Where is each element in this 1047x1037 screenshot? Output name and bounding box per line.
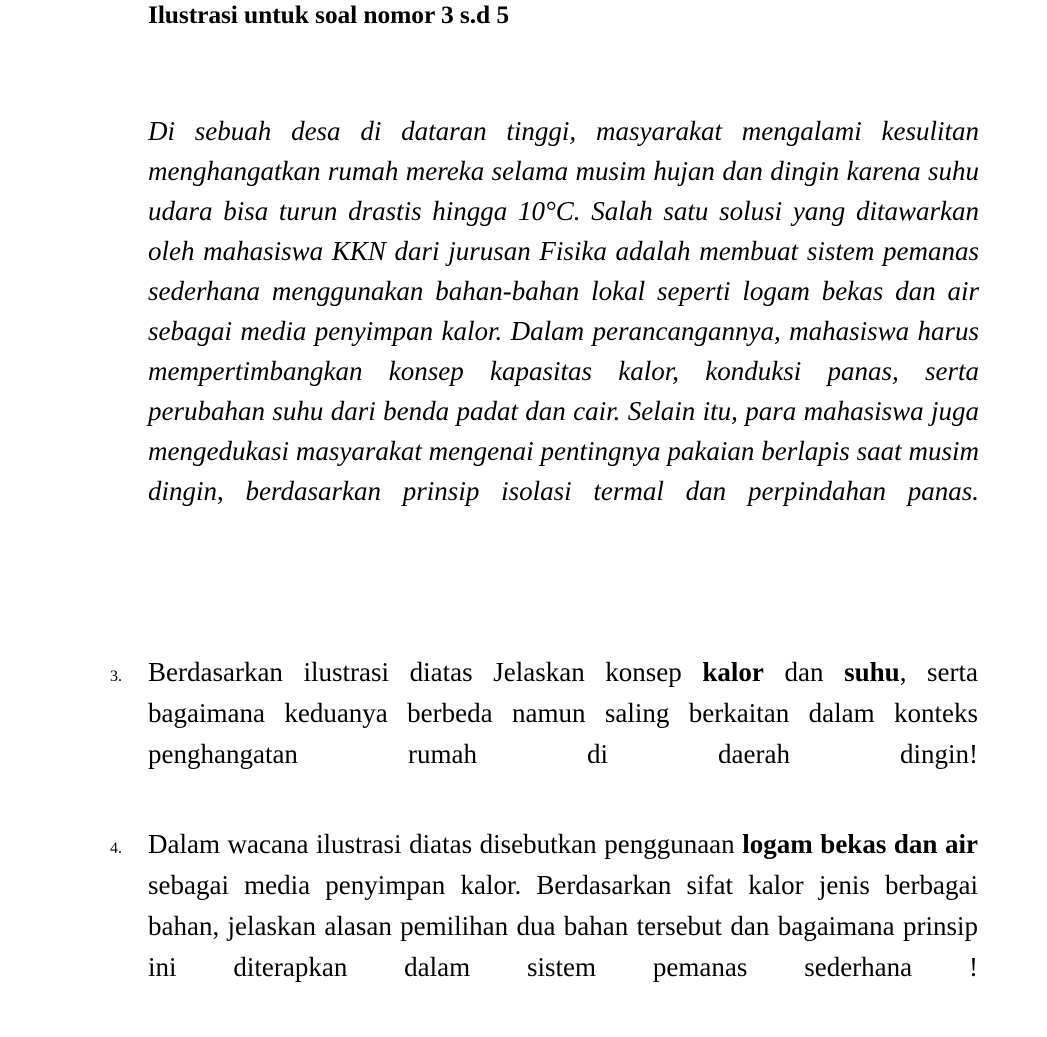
- illustration-paragraph: [148, 111, 979, 551]
- list-item-text: [148, 829, 978, 982]
- list-marker: 3.: [110, 668, 122, 685]
- body-text: Dalam wacana ilustrasi diatas disebutkan penggunaan: [148, 829, 743, 859]
- body-text: Di sebuah desa di dataran tinggi, masyarakat mengalami kesulitan menghangatkan rumah mereka selama musim hujan dan dingin karena suhu udara bisa turun drastis hingga 10°C. Salah satu solusi yang ditawarkan oleh mahasiswa KKN dari jurusan Fisika adalah membuat sistem pemanas sederhana menggunakan bahan-bahan lokal seperti logam bekas dan air sebagai media penyimpan kalor. Dalam perancangannya, mahasiswa harus mempertimbangkan konsep kapasitas kalor, konduksi panas, serta perubahan suhu dari benda padat dan cair. Selain itu, para mahasiswa juga mengedukasi masyarakat mengenai pentingnya pakaian berlapis saat musim dingin, berdasarkan prinsip isolasi termal dan perpindahan panas.: [148, 116, 979, 506]
- list-item: [0, 824, 1047, 1029]
- emphasis-text: logam bekas dan air: [742, 829, 978, 859]
- body-text: sebagai media penyimpan kalor. Berdasarkan sifat kalor jenis berbagai bahan, jelaskan alasan pemilihan dua bahan tersebut dan bagaimana prinsip ini diterapkan dalam sistem pemanas sederhana !: [148, 870, 978, 982]
- list-marker: 4.: [110, 840, 122, 857]
- list-item: [0, 652, 1047, 816]
- list-item-text: [148, 657, 978, 769]
- emphasis-text: kalor: [702, 657, 764, 687]
- body-text: dan: [763, 657, 845, 687]
- page-title: Ilustrasi untuk soal nomor 3 s.d 5: [148, 0, 510, 29]
- body-text: , serta bagaimana keduanya berbeda namun saling berkaitan dalam konteks penghangatan rumah di daerah dingin!: [148, 657, 979, 769]
- question-list: [0, 652, 1047, 1037]
- body-text: Berdasarkan ilustrasi diatas Jelaskan konsep: [148, 657, 703, 687]
- emphasis-text: suhu: [844, 657, 900, 687]
